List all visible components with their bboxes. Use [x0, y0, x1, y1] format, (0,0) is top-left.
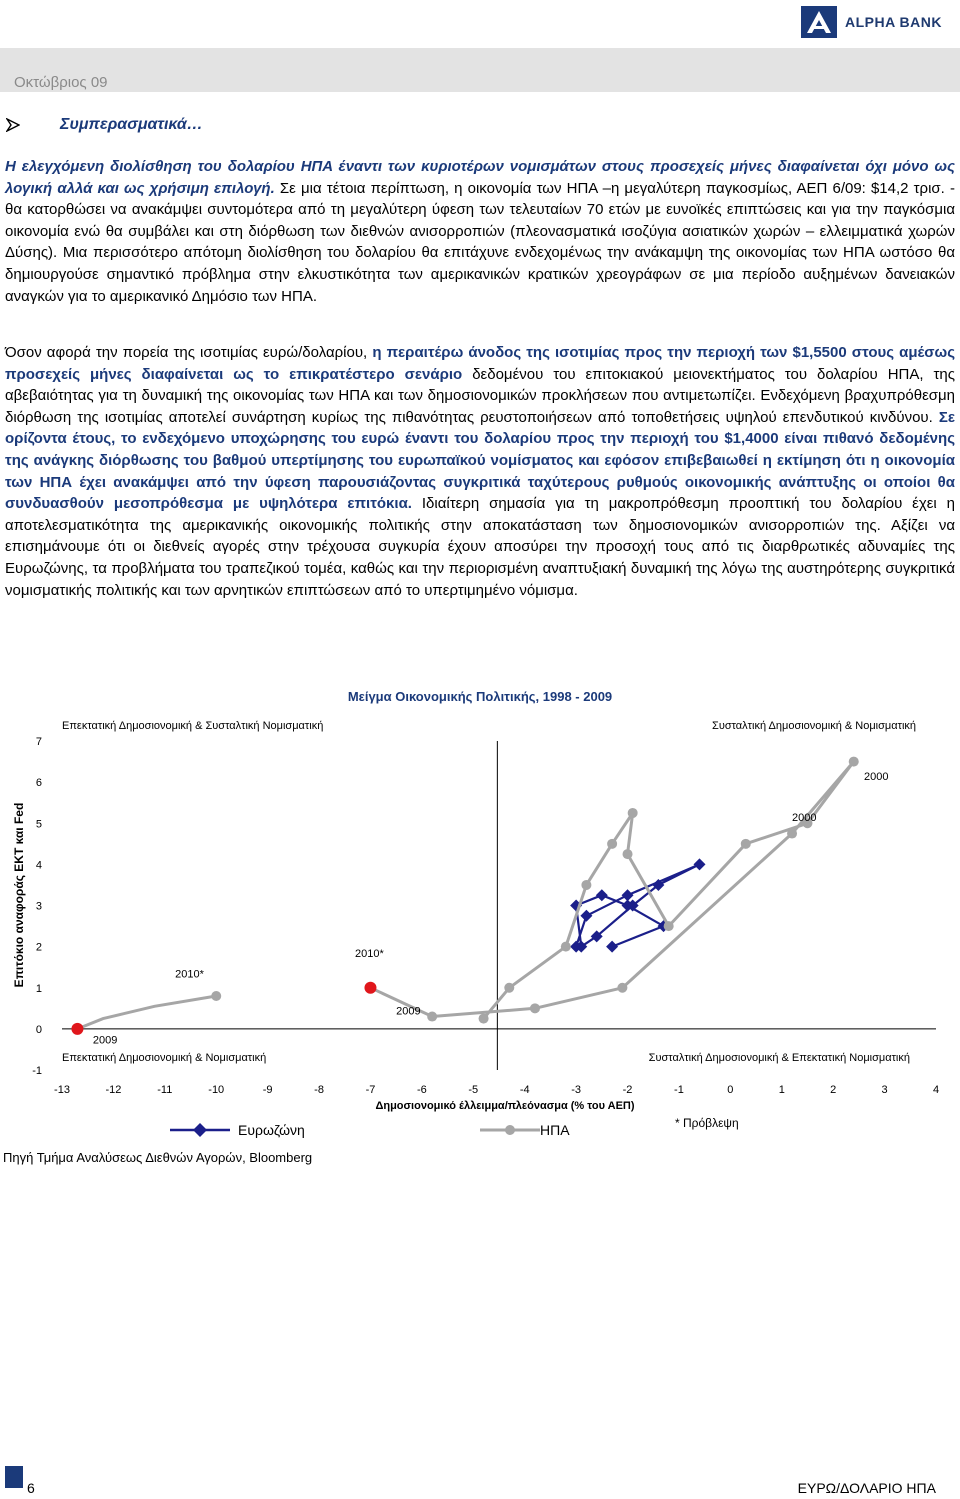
usa-line [371, 762, 854, 1019]
para1-highlight: Η ελεγχόμενη διολίσθηση του δολαρίου ΗΠΑ έναντι των κυριοτέρων νομισμάτων στους προσεχείς μήνες διαφαίνεται όχι μόνο ως λογική αλλά και ως χρήσιμη επιλογή. [5, 158, 955, 197]
usa-point [741, 839, 751, 849]
x-tick-label: 3 [881, 1084, 888, 1096]
highlight-point [71, 1023, 83, 1035]
usa-point [628, 808, 638, 818]
x-tick-label: -12 [105, 1084, 122, 1096]
x-tick-label: -10 [208, 1084, 225, 1096]
para2-highlight-1: η περαιτέρω άνοδος της ισοτιμίας προς την περιοχή των $1,5500 στους αμέσως προσεχείς μήνες διαφαίνεται ως το επικρατέστερο σενάριο [5, 344, 956, 383]
para2-body-2: Ιδιαίτερη σημασία για τη μακροπρόθεσμη προοπτική του δολαρίου έχει η αποτελεσματικότητα της αμερικανικής οικονομικής πολιτικής στην αποκατάσταση των δημοσιονομικών ανισορροπιών της. Αξίζει να επισημάνουμε ότι οι διεθνείς αγορές στην τρέχουσα συγκυρία έχουν αποσύρει την προσοχή τους από τις διαρθρωτικές αδυναμίες της Ευρωζώνης, τα προβλήματα του τραπεζικού τομέα, καθώς και την περιορισμένη αναπτυξιακή δυναμική της λόγω της αυστηρότερης συγκριτικά νομισματικής πολιτικής και των αρνητικών επιπτώσεων από το υπερτιμημένο νόμισμα. [5, 495, 955, 599]
usa-point [561, 942, 571, 952]
page-number: 6 [27, 1480, 35, 1496]
footer-title: ΕΥΡΩ/ΔΟΛΑΡΙΟ ΗΠΑ [797, 1480, 936, 1496]
eurozone-point [694, 858, 706, 870]
x-tick-label: -11 [157, 1084, 173, 1096]
x-axis-label: Δημοσιονομικό έλλειμμα/πλεόνασμα (% του ΑΕΠ) [375, 1100, 635, 1112]
paragraph-1 [5, 156, 955, 307]
year-annotation: 2000 [792, 812, 817, 825]
x-tick-label: -5 [468, 1084, 479, 1096]
usa-point [607, 839, 617, 849]
x-tick-label: -13 [54, 1084, 70, 1096]
year-annotation: 2009 [396, 1005, 421, 1018]
y-tick-label: -1 [32, 1065, 42, 1077]
year-annotation: 2009 [92, 1034, 118, 1047]
x-tick-label: -4 [519, 1084, 530, 1096]
highlight-point [364, 982, 376, 994]
para2-body-1: δεδομένου του επιτοκιακού μειονεκτήματος του δολαρίου ΗΠΑ, της αβεβαιότητας για τη δυναμική της οικονομίας των ΗΠΑ και των δημοσιονομικών προκλήσεων που αντιμετωπίζει. Ενδεχόμενη βραχυπρόθεσμη διόρθωση της ισοτιμίας αποτελεί συνάρτηση κυρίως της πιθανότητας ρευστοποιήσεων από τοποθετήσεις υψηλού επενδυτικού κινδύνου. [5, 365, 956, 426]
legend-usa: ΗΠΑ [540, 1122, 570, 1138]
usa-point [530, 1003, 540, 1013]
x-tick-label: -7 [365, 1084, 376, 1096]
usa-point [479, 1014, 489, 1024]
y-tick-label: 5 [35, 818, 42, 831]
y-tick-label: 4 [35, 859, 42, 872]
eurozone-point [622, 889, 634, 901]
usa-point [581, 880, 591, 890]
chart-body [32, 736, 939, 1096]
x-tick-label: 2 [830, 1084, 837, 1096]
y-tick-label: 0 [35, 1023, 42, 1036]
section-title: Συμπερασματικά… [60, 116, 203, 133]
year-annotation: 2000 [864, 771, 889, 784]
footer-mark [5, 1466, 23, 1488]
y-axis-label: Επιτόκιο αναφοράς ΕΚΤ και Fed [12, 802, 26, 988]
header-band [0, 48, 960, 92]
para2-intro: Όσον αφορά την πορεία της ισοτιμίας ευρώ/δολαρίου, [5, 344, 373, 361]
policy-mix-chart [0, 705, 960, 1150]
para2-highlight-2: Σε ορίζοντα έτους, το ενδεχόμενο υποχώρησης του ευρώ έναντι του δολαρίου προς την περιοχή του $1,4000 είναι πιθανό δεδομένης της ανάγκης διόρθωσης του βαθμού υπερτίμησης του ευρωπαϊκού νομίσματος και εφόσον επιβεβαιωθεί η εκτίμηση ότι η οικονομία των ΗΠΑ έχει ανακάμψει από την ύφεση παρουσιάζοντας συγκριτικά ταχύτερους ρυθμούς οικονομικής ανάπτυξης οι οποίοι θα συνδυασθούν μεσοπρόθεσμα με υψηλότερα επιτόκια. [5, 408, 955, 513]
paragraph-2 [5, 342, 955, 601]
report-date: Οκτώβριος 09 [14, 74, 108, 91]
chart-title: Μείγμα Οικονομικής Πολιτικής, 1998 - 2009 [347, 689, 613, 704]
usa-point [623, 849, 633, 859]
y-tick-label: 1 [35, 982, 42, 995]
year-annotation: 2010* [355, 947, 384, 960]
quadrant-label-top-left: Επεκτατική Δημοσιονομική & Συσταλτική Νομισματική [62, 720, 324, 732]
legend-eurozone: Ευρωζώνη [238, 1122, 305, 1138]
eurozone-point [606, 941, 618, 953]
usa-point [504, 983, 514, 993]
y-tick-label: 2 [35, 941, 42, 954]
quadrant-label-bottom-right: Συσταλτική Δημοσιονομική & Επεκτατική Νομισματική [648, 1052, 910, 1064]
x-tick-label: 1 [778, 1084, 785, 1096]
x-tick-label: -1 [674, 1084, 684, 1096]
x-tick-label: -6 [416, 1084, 427, 1096]
eurozone-point [580, 910, 592, 922]
year-annotation: 2010* [175, 968, 204, 981]
section-heading [6, 116, 203, 134]
usa-forecast-line [77, 996, 216, 1029]
arrow-bullet-icon [6, 118, 20, 132]
usa-point [617, 983, 627, 993]
quadrant-label-top-right: Συσταλτική Δημοσιονομική & Νομισματική [712, 720, 916, 732]
x-tick-label: -3 [571, 1084, 582, 1096]
x-tick-label: -9 [262, 1084, 273, 1096]
x-tick-label: 0 [727, 1084, 734, 1096]
forecast-footnote: * Πρόβλεψη [675, 1116, 739, 1130]
usa-point [427, 1012, 437, 1022]
usa-point [787, 829, 797, 839]
y-tick-label: 3 [35, 900, 42, 913]
bank-name: ALPHA BANK [844, 14, 942, 30]
alpha-bank-logo-icon [801, 6, 837, 38]
legend-diamond-marker [193, 1123, 207, 1137]
usa-point [849, 757, 859, 767]
x-tick-label: 4 [932, 1084, 940, 1096]
x-tick-label: -8 [314, 1084, 324, 1096]
usa-point [211, 991, 221, 1001]
y-tick-label: 7 [35, 736, 42, 748]
para1-body: Σε μια τέτοια περίπτωση, η οικονομία των ΗΠΑ –η μεγαλύτερη παγκοσμίως, ΑΕΠ 6/09: $14,2 τρισ. - θα κατορθώσει να ανακάμψει συντομότερα από τη μεγαλύτερη ύφεση των τελευταίων 70 ετών με ευνοϊκές επιπτώσεις και για την παγκόσμια οικονομία ενώ θα συμβάλει και στη διόρθωση των διεθνών ανισορροπιών (πλεονασματικά ισοζύγια ασιατικών χωρών – ελλειμματικά χωρών Δύσης). Μια περισσότερο απότομη διολίσθηση του δολαρίου θα επιτάχυνε ενδεχομένως την ανάκαμψη της οικονομίας των ΗΠΑ ωστόσο θα δημιουργούσε σημαντικό πρόβλημα στην ελκυστικότητα των αμερικανικών κρατικών χρεογράφων σε μια περίοδο αυξημένων δανειακών αναγκών για το αμερικανικό Δημόσιο των ΗΠΑ. [5, 179, 955, 305]
y-tick-label: 6 [35, 777, 42, 790]
bank-logo [801, 6, 942, 38]
x-tick-label: -2 [622, 1084, 633, 1096]
eurozone-point [596, 889, 608, 901]
source-note: Πηγή Τμήμα Αναλύσεως Διεθνών Αγορών, Bloomberg [3, 1150, 313, 1165]
quadrant-label-bottom-left: Επεκτατική Δημοσιονομική & Νομισματική [62, 1052, 267, 1064]
legend [170, 1116, 739, 1138]
legend-circle-marker [505, 1125, 515, 1135]
usa-point [664, 921, 674, 931]
